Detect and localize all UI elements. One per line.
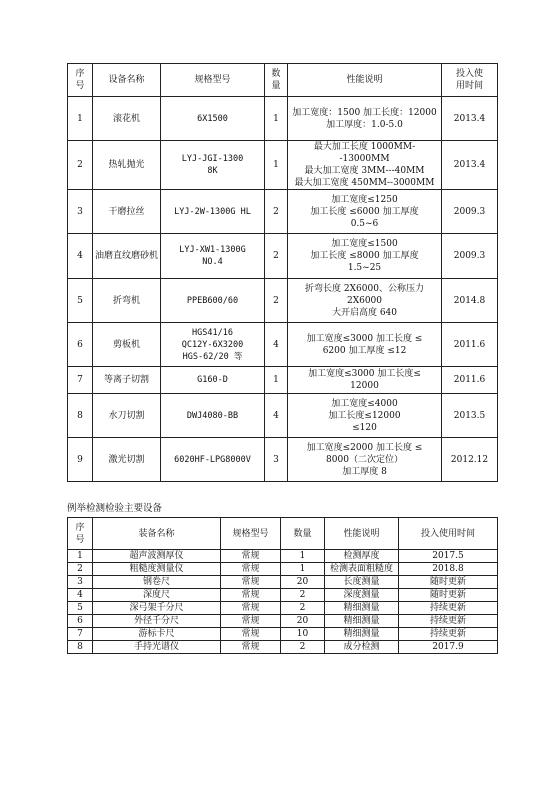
cell-spec: 精细测量 [325, 628, 399, 641]
cell-spec: 加工宽度≤3000 加工长度≤ 12000 [288, 367, 442, 394]
cell-qty: 1 [281, 563, 325, 576]
cell-no: 7 [68, 367, 93, 394]
cell-spec: 检测厚度 [325, 550, 399, 563]
table-row [68, 576, 498, 589]
cell-date: 2013.4 [442, 141, 498, 190]
cell-spec: 深度测量 [325, 589, 399, 602]
table-row [68, 438, 498, 482]
cell-qty: 1 [281, 550, 325, 563]
header-spec: 性能说明 [288, 64, 442, 97]
table-row [68, 589, 498, 602]
table-row [68, 141, 498, 190]
cell-date: 随时更新 [399, 576, 498, 589]
cell-name: 干磨拉丝 [93, 190, 161, 234]
table-row [68, 234, 498, 279]
header-no: 序 号 [68, 64, 93, 97]
header-no: 序 号 [68, 518, 93, 550]
cell-spec: 加工宽度≤3000 加工长度 ≤ 6200 加工厚度 ≤12 [288, 323, 442, 367]
cell-spec: 加工宽度≤1500 加工长度 ≤8000 加工厚度 1.5~25 [288, 234, 442, 279]
cell-model: PPEB600/60 [161, 279, 265, 323]
cell-date: 2013.5 [442, 394, 498, 438]
table-row [68, 367, 498, 394]
cell-date: 2018.8 [399, 563, 498, 576]
cell-model: G160-D [161, 367, 265, 394]
cell-no: 6 [68, 323, 93, 367]
cell-date: 随时更新 [399, 589, 498, 602]
cell-model: 常规 [221, 602, 281, 615]
table-header-row [68, 518, 498, 550]
cell-no: 8 [68, 394, 93, 438]
cell-date: 2012.12 [442, 438, 498, 482]
cell-model: LYJ-2W-1300G HL [161, 190, 265, 234]
cell-qty: 10 [281, 628, 325, 641]
table-row [68, 615, 498, 628]
cell-no: 4 [68, 234, 93, 279]
cell-qty: 4 [265, 394, 288, 438]
cell-no: 6 [68, 615, 93, 628]
cell-spec: 精细测量 [325, 615, 399, 628]
cell-no: 5 [68, 602, 93, 615]
header-qty: 数 量 [265, 64, 288, 97]
cell-no: 9 [68, 438, 93, 482]
cell-name: 深度尺 [93, 589, 221, 602]
cell-qty: 3 [265, 438, 288, 482]
cell-spec: 加工宽度≤2000 加工长度 ≤ 8000（二次定位） 加工厚度 8 [288, 438, 442, 482]
cell-name: 钢卷尺 [93, 576, 221, 589]
cell-no: 7 [68, 628, 93, 641]
cell-name: 游标卡尺 [93, 628, 221, 641]
cell-no: 4 [68, 589, 93, 602]
cell-spec: 检测表面粗糙度 [325, 563, 399, 576]
cell-qty: 2 [281, 589, 325, 602]
cell-spec: 加工宽度：1500 加工长度：12000 加工厚度：1.0-5.0 [288, 97, 442, 141]
table-row [68, 394, 498, 438]
cell-name: 等离子切割 [93, 367, 161, 394]
cell-model: 常规 [221, 641, 281, 654]
header-qty: 数量 [281, 518, 325, 550]
table-header-row [68, 64, 498, 97]
cell-name: 深弓架千分尺 [93, 602, 221, 615]
cell-no: 8 [68, 641, 93, 654]
cell-model: LYJ-XW1-1300G NO.4 [161, 234, 265, 279]
cell-spec: 精细测量 [325, 602, 399, 615]
cell-name: 手持光谱仪 [93, 641, 221, 654]
header-name: 装备名称 [93, 518, 221, 550]
cell-qty: 2 [265, 234, 288, 279]
table-row [68, 190, 498, 234]
cell-date: 2017.5 [399, 550, 498, 563]
cell-qty: 2 [265, 279, 288, 323]
cell-qty: 4 [265, 323, 288, 367]
cell-model: 常规 [221, 550, 281, 563]
cell-no: 2 [68, 141, 93, 190]
table-row [68, 563, 498, 576]
table-row [68, 279, 498, 323]
table-row [68, 550, 498, 563]
cell-date: 2013.4 [442, 97, 498, 141]
cell-no: 5 [68, 279, 93, 323]
cell-model: 常规 [221, 615, 281, 628]
inspection-equipment-table [67, 517, 498, 654]
cell-qty: 20 [281, 576, 325, 589]
cell-qty: 1 [265, 97, 288, 141]
header-spec: 性能说明 [325, 518, 399, 550]
production-equipment-table [67, 63, 498, 482]
cell-model: HGS41/16 QC12Y-6X3200 HGS-62/20 等 [161, 323, 265, 367]
cell-model: 常规 [221, 576, 281, 589]
table-row [68, 323, 498, 367]
header-model: 规格型号 [161, 64, 265, 97]
cell-no: 3 [68, 576, 93, 589]
header-date: 投入使 用时间 [442, 64, 498, 97]
cell-model: 常规 [221, 628, 281, 641]
cell-date: 持续更新 [399, 615, 498, 628]
header-name: 设备名称 [93, 64, 161, 97]
table-row [68, 628, 498, 641]
cell-model: 6X1500 [161, 97, 265, 141]
cell-date: 2011.6 [442, 367, 498, 394]
cell-model: 常规 [221, 563, 281, 576]
cell-spec: 长度测量 [325, 576, 399, 589]
cell-spec: 成分检测 [325, 641, 399, 654]
cell-model: LYJ-JGI-1300 8K [161, 141, 265, 190]
cell-spec: 折弯长度 2X6000、公称压力 2X6000 大开启高度 640 [288, 279, 442, 323]
table-row [68, 602, 498, 615]
cell-name: 激光切割 [93, 438, 161, 482]
cell-no: 1 [68, 97, 93, 141]
header-date: 投入使用时间 [399, 518, 498, 550]
cell-name: 水刀切割 [93, 394, 161, 438]
cell-no: 1 [68, 550, 93, 563]
header-model: 规格型号 [221, 518, 281, 550]
cell-qty: 20 [281, 615, 325, 628]
cell-name: 折弯机 [93, 279, 161, 323]
cell-date: 持续更新 [399, 628, 498, 641]
cell-date: 持续更新 [399, 602, 498, 615]
cell-qty: 2 [265, 190, 288, 234]
cell-qty: 1 [265, 367, 288, 394]
cell-model: 6020HF-LPG8000V [161, 438, 265, 482]
cell-no: 3 [68, 190, 93, 234]
cell-date: 2011.6 [442, 323, 498, 367]
cell-name: 粗糙度测量仪 [93, 563, 221, 576]
cell-spec: 加工宽度≤4000 加工长度≤12000 ≤120 [288, 394, 442, 438]
cell-spec: 加工宽度≤1250 加工长度 ≤6000 加工厚度 0.5~6 [288, 190, 442, 234]
cell-qty: 2 [281, 602, 325, 615]
cell-qty: 1 [265, 141, 288, 190]
table-row [68, 97, 498, 141]
cell-name: 超声波测厚仪 [93, 550, 221, 563]
cell-model: DWJ4080-BB [161, 394, 265, 438]
cell-spec: 最大加工长度 1000MM--13000MM 最大加工宽度 3MM---40MM 最大加工宽度 450MM--3000MM [288, 141, 442, 190]
cell-name: 外径千分尺 [93, 615, 221, 628]
cell-name: 剪板机 [93, 323, 161, 367]
cell-model: 常规 [221, 589, 281, 602]
section-title: 例举检测检验主要设备 [67, 503, 163, 514]
cell-name: 滚花机 [93, 97, 161, 141]
cell-date: 2009.3 [442, 234, 498, 279]
table-row [68, 641, 498, 654]
cell-date: 2017.9 [399, 641, 498, 654]
cell-no: 2 [68, 563, 93, 576]
cell-date: 2009.3 [442, 190, 498, 234]
cell-name: 热轧抛光 [93, 141, 161, 190]
cell-date: 2014.8 [442, 279, 498, 323]
cell-qty: 2 [281, 641, 325, 654]
cell-name: 油磨直纹磨砂机 [93, 234, 161, 279]
